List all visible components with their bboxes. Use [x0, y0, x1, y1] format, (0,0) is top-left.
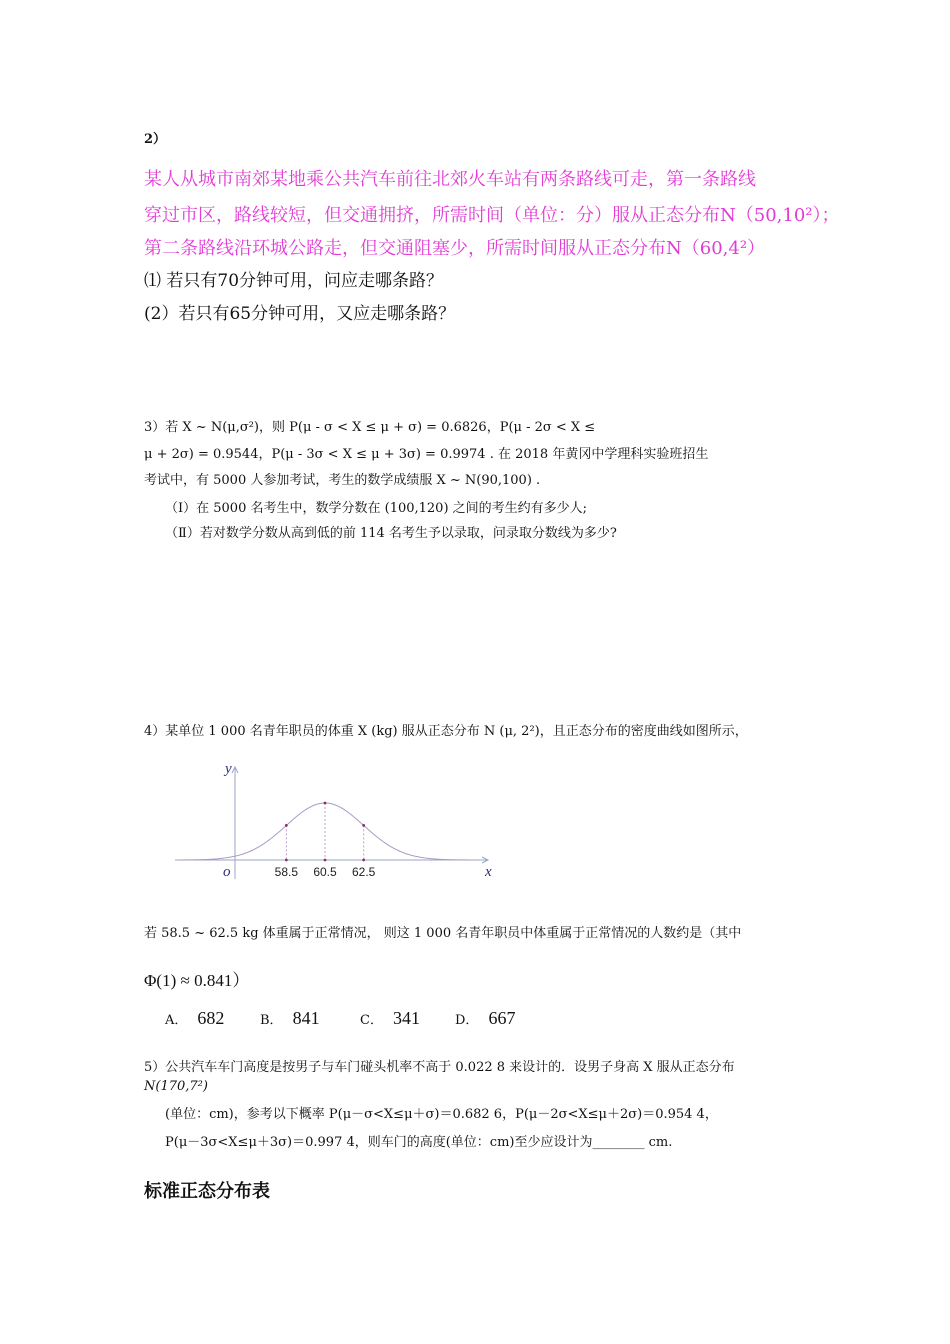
axis-point-62.5 [362, 859, 365, 862]
y-axis-label: y [225, 761, 232, 777]
q4-option-b [260, 1008, 320, 1029]
q4-line-3: Φ(1) ≈ 0.841） [144, 971, 250, 990]
option-letter: C． [360, 1013, 383, 1028]
curve-point-60.5 [324, 802, 327, 805]
option-value: 682 [197, 1008, 225, 1028]
q2-line-2: 穿过市区，路线较短，但交通拥挤，所需时间（单位：分）服从正态分布N（50,10²）； [144, 205, 840, 226]
q2-sub-2: (2）若只有65分钟可用，又应走哪条路？ [144, 304, 456, 324]
q5-line-2: N(170,7²) [144, 1079, 208, 1094]
axis-point-60.5 [324, 859, 327, 862]
q4-option-a [165, 1008, 224, 1029]
q4-line-2: 若 58.5 ~ 62.5 kg 体重属于正常情况， 则这 1 000 名青年职员中体重属于正常情况的人数约是（其中 [144, 926, 742, 941]
q3-line-1: 3）若 X ~ N(μ,σ²)，则 P(μ - σ < X ≤ μ + σ) = 0.6826，P(μ - 2σ < X ≤ [144, 420, 596, 435]
q5-line-3: (单位：cm)，参考以下概率 P(μ－σ<X≤μ＋σ)＝0.682 6，P(μ－2σ<X≤μ＋2σ)＝0.954 4， [165, 1107, 718, 1122]
q3-line-2: μ + 2σ) = 0.9544，P(μ - 3σ < X ≤ μ + 3σ) = 0.9974 . 在 2018 年黄冈中学理科实验班招生 [144, 447, 709, 462]
q4-option-d [455, 1008, 515, 1029]
tick-label-62.5: 62.5 [351, 865, 376, 879]
option-letter: D． [455, 1013, 479, 1028]
curve-point-58.5 [285, 824, 288, 827]
normal-table-heading: 标准正态分布表 [144, 1181, 270, 1201]
option-letter: B． [260, 1013, 283, 1028]
option-value: 341 [392, 1008, 420, 1028]
normal-density-chart [170, 755, 510, 885]
option-value: 667 [488, 1008, 516, 1028]
q3-part-1: （Ⅰ）在 5000 名考生中，数学分数在 (100,120) 之间的考生约有多少人; [165, 501, 588, 516]
q2-sub-1: ⑴ 若只有70分钟可用，问应走哪条路？ [144, 271, 444, 291]
option-value: 841 [292, 1008, 320, 1028]
q5-line-1: 5）公共汽车车门高度是按男子与车门碰头机率不高于 0.022 8 来设计的．设男子身高 X 服从正态分布 [144, 1060, 735, 1075]
q3-part-2: （Ⅱ）若对数学分数从高到低的前 114 名考生予以录取，问录取分数线为多少? [165, 526, 617, 541]
axis-point-58.5 [285, 859, 288, 862]
tick-label-60.5: 60.5 [313, 865, 337, 879]
origin-label: o [223, 864, 231, 880]
q2-line-1: 某人从城市南郊某地乘公共汽车前往北郊火车站有两条路线可走，第一条路线 [144, 169, 756, 190]
q4-line-1: 4）某单位 1 000 名青年职员的体重 X (kg) 服从正态分布 N (μ, 2²)，且正态分布的密度曲线如图所示， [144, 724, 748, 739]
q3-line-3: 考试中，有 5000 人参加考试，考生的数学成绩服 X ~ N(90,100) . [144, 473, 541, 488]
option-letter: A． [165, 1013, 188, 1028]
x-axis-label: x [485, 864, 492, 880]
q4-option-c [360, 1008, 420, 1029]
curve-point-62.5 [362, 824, 365, 827]
q2-line-3: 第二条路线沿环城公路走，但交通阻塞少，所需时间服从正态分布N（60,4²） [144, 238, 766, 259]
tick-label-58.5: 58.5 [274, 865, 299, 879]
q2-number: 2） [144, 132, 167, 147]
q5-line-4: P(μ－3σ<X≤μ＋3σ)＝0.997 4，则车门的高度(单位：cm)至少应设计为________ cm. [165, 1135, 673, 1150]
